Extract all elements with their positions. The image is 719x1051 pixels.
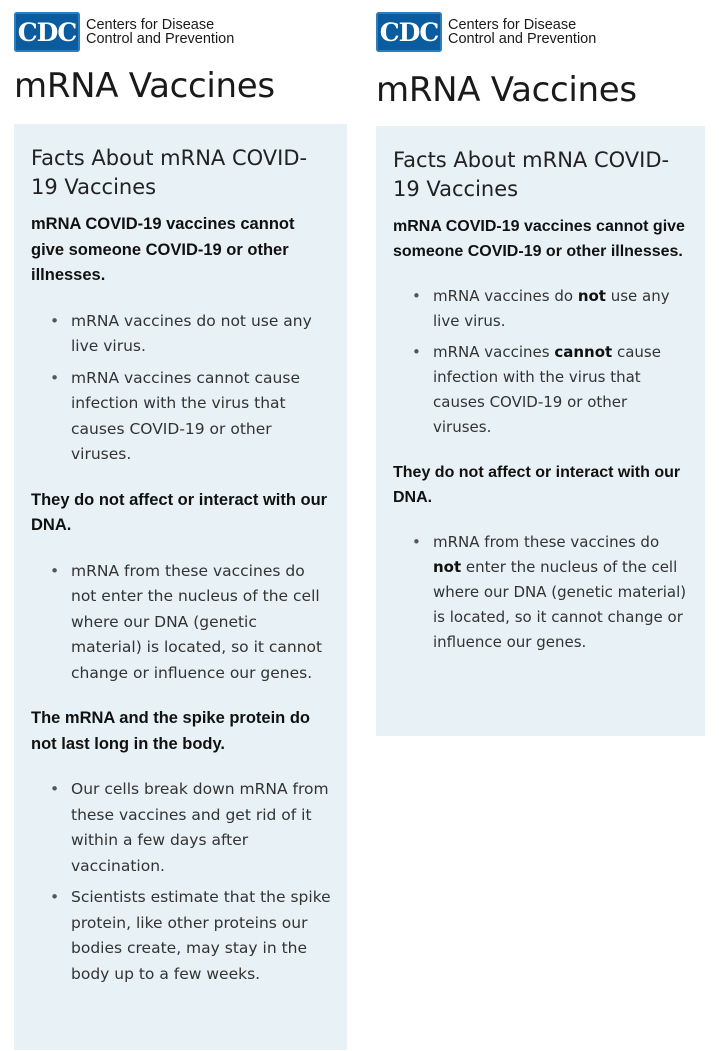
right-version — [376, 0, 705, 736]
list-item: • Scientists estimate that the spike protein, like other proteins our bodies create, may stay in the body up to a few weeks. — [71, 885, 331, 987]
cdc-header — [14, 0, 347, 56]
emphasis: not — [433, 558, 462, 576]
agency-line-2: Control and Prevention — [448, 31, 597, 47]
cdc-logo-icon[interactable] — [14, 12, 80, 52]
list-item: • mRNA from these vaccines do not enter the nucleus of the cell where our DNA (genetic material) is located, so it cannot change or influence our genes. — [71, 559, 331, 687]
emphasis: not — [577, 287, 606, 305]
panel-title: Facts About mRNA COVID-19 Vaccines — [393, 148, 670, 201]
agency-name — [448, 18, 596, 46]
agency-line-1: Centers for Disease — [86, 17, 215, 33]
bullet-list — [31, 559, 331, 687]
cdc-logo-text: CDC — [379, 17, 439, 47]
section-lead: mRNA COVID-19 vaccines cannot give someone COVID-19 or other illnesses. — [393, 218, 685, 260]
page-title: mRNA Vaccines — [376, 70, 637, 110]
facts-panel — [14, 124, 347, 1050]
list-item: • mRNA vaccines do not use any live virus. — [433, 284, 689, 334]
facts-panel — [376, 126, 705, 736]
section-lead: The mRNA and the spike protein do not last long in the body. — [31, 709, 310, 753]
bullet-list — [31, 309, 331, 468]
list-item: • mRNA vaccines do not use any live virus. — [71, 309, 331, 360]
section-lead: mRNA COVID-19 vaccines cannot give someone COVID-19 or other illnesses. — [31, 215, 295, 284]
list-item: • mRNA vaccines cannot cause infection with the virus that causes COVID-19 or other viruses. — [433, 340, 689, 440]
list-item: • Our cells break down mRNA from these vaccines and get rid of it within a few days after vaccination. — [71, 777, 331, 879]
page-title: mRNA Vaccines — [14, 66, 275, 106]
section-lead: They do not affect or interact with our DNA. — [393, 464, 681, 506]
cdc-logo-text: CDC — [17, 17, 77, 47]
bullet-list — [393, 530, 689, 655]
left-version — [14, 0, 347, 1050]
list-item: • mRNA vaccines cannot cause infection with the virus that causes COVID-19 or other viruses. — [71, 366, 331, 468]
bullet-list — [393, 284, 689, 440]
agency-line-2: Control and Prevention — [86, 31, 235, 47]
emphasis: cannot — [554, 343, 613, 361]
cdc-header — [376, 0, 705, 56]
bullet-list — [31, 777, 331, 987]
section-lead: They do not affect or interact with our DNA. — [31, 490, 328, 534]
panel-title: Facts About mRNA COVID-19 Vaccines — [31, 146, 308, 199]
cdc-logo-icon[interactable] — [376, 12, 442, 52]
list-item: • mRNA from these vaccines do not enter the nucleus of the cell where our DNA (genetic material) is located, so it cannot change or influence our genes. — [433, 530, 689, 655]
agency-line-1: Centers for Disease — [448, 17, 577, 33]
agency-name — [86, 18, 234, 46]
